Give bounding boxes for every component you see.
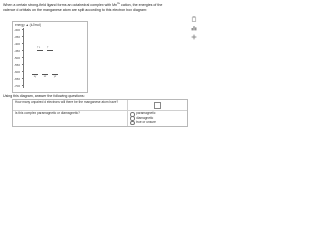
- question-text: How many unpaired d electrons will there be the manganese atom have?: [13, 100, 128, 110]
- bar-chart-icon[interactable]: [191, 25, 197, 31]
- orbital-label: yz: [53, 74, 57, 78]
- energy-axis-title: energy ▲ (kJ/mol): [15, 23, 42, 27]
- tick-mark: [22, 85, 24, 86]
- tick-label: -550: [14, 62, 21, 67]
- instructions-caption: Using this diagram, answer the following questions:: [3, 94, 85, 98]
- tick-label: -500: [14, 55, 21, 60]
- electron-arrows: ↑: [47, 45, 49, 49]
- tick-label: -450: [14, 48, 21, 53]
- charge-superscript: 3+: [117, 2, 121, 5]
- tick-label: -700: [14, 83, 21, 88]
- intro-text-continued: cation, the energies of the valence d orbitals on the manganese atom are split according to this electron box diagram:: [3, 3, 163, 12]
- option-label: true or unsure: [136, 120, 156, 125]
- side-toolbar: [189, 16, 198, 43]
- clipboard-icon[interactable]: [191, 16, 197, 22]
- tick-label: -300: [14, 27, 21, 32]
- tick-mark: [22, 36, 24, 37]
- electron-arrows: ↑↓: [37, 45, 41, 49]
- tick-mark: [22, 57, 24, 58]
- energy-axis: [23, 28, 24, 88]
- tick-label: -400: [14, 41, 21, 46]
- option-unsure[interactable]: [130, 121, 185, 125]
- electron-box-diagram: [12, 21, 88, 93]
- tick-mark: [22, 78, 24, 79]
- orbital-slot-upper[interactable]: [47, 50, 53, 51]
- unpaired-electrons-input[interactable]: [154, 102, 161, 109]
- question-row: [13, 111, 187, 126]
- answer-cell: [128, 100, 187, 110]
- question-intro: [3, 2, 175, 12]
- tick-mark: [22, 50, 24, 51]
- atom-icon[interactable]: [191, 34, 197, 40]
- tick-mark: [22, 64, 24, 65]
- option-label: paramagnetic: [136, 111, 156, 116]
- orbital-label: xy: [33, 74, 37, 78]
- option-label: diamagnetic: [136, 115, 154, 120]
- tick-label: -650: [14, 76, 21, 81]
- questions-table: [12, 99, 188, 127]
- tick-label: -600: [14, 69, 21, 74]
- tick-mark: [22, 71, 24, 72]
- tick-mark: [22, 43, 24, 44]
- orbital-label: xz: [43, 74, 47, 78]
- answer-cell: [128, 111, 187, 126]
- tick-mark: [22, 29, 24, 30]
- radio-button[interactable]: [130, 121, 135, 126]
- question-row: [13, 100, 187, 111]
- question-text: Is this complex paramagnetic or diamagnetic?: [13, 111, 128, 126]
- intro-text: When a certain strong-field ligand forms an octahedral complex with Mn: [3, 3, 118, 8]
- orbital-slot-upper[interactable]: [37, 50, 43, 51]
- tick-label: -350: [14, 34, 21, 39]
